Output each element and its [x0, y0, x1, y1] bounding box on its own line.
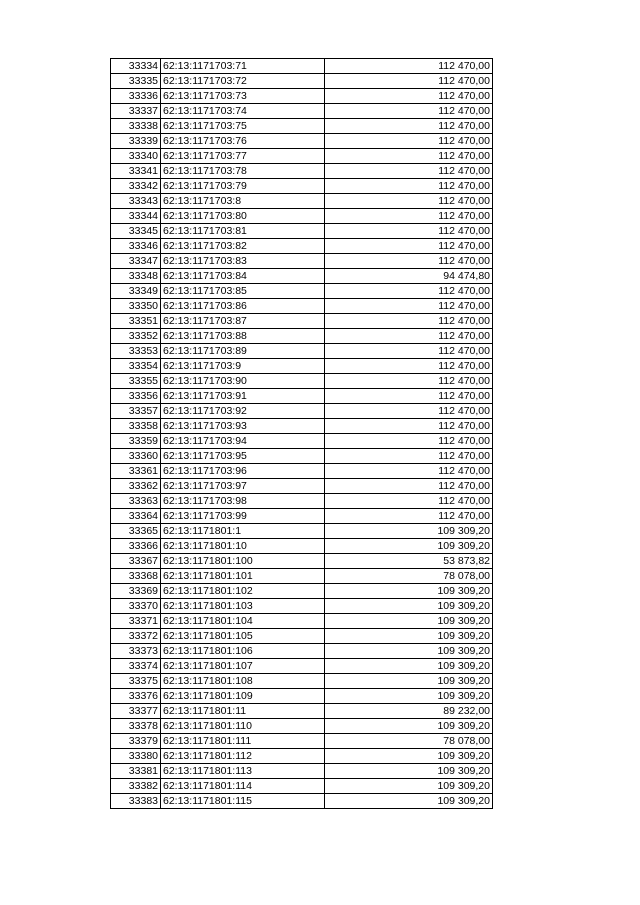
- table-row: [111, 404, 493, 419]
- cadastral-number-cell: 62:13:1171703:80: [161, 209, 325, 224]
- cadastral-number-cell: 62:13:1171801:1: [161, 524, 325, 539]
- cadastral-number-cell: 62:13:1171703:88: [161, 329, 325, 344]
- cadastral-number-cell: 62:13:1171703:82: [161, 239, 325, 254]
- cadastral-number-cell: 62:13:1171703:76: [161, 134, 325, 149]
- row-number-cell: 33383: [111, 794, 161, 809]
- cadastral-number-cell: 62:13:1171703:84: [161, 269, 325, 284]
- row-number-cell: 33334: [111, 59, 161, 74]
- cadastral-number-cell: 62:13:1171703:78: [161, 164, 325, 179]
- table-row: [111, 389, 493, 404]
- table-row: [111, 224, 493, 239]
- cadastral-number-cell: 62:13:1171703:97: [161, 479, 325, 494]
- value-cell: 109 309,20: [325, 689, 493, 704]
- value-cell: 109 309,20: [325, 614, 493, 629]
- value-cell: 112 470,00: [325, 89, 493, 104]
- table-row: [111, 794, 493, 809]
- row-number-cell: 33347: [111, 254, 161, 269]
- table-row: [111, 449, 493, 464]
- value-cell: 112 470,00: [325, 74, 493, 89]
- value-cell: 112 470,00: [325, 179, 493, 194]
- cadastral-number-cell: 62:13:1171703:79: [161, 179, 325, 194]
- cadastral-number-cell: 62:13:1171703:87: [161, 314, 325, 329]
- table-row: [111, 539, 493, 554]
- table-row: [111, 344, 493, 359]
- cadastral-number-cell: 62:13:1171801:10: [161, 539, 325, 554]
- table-row: [111, 749, 493, 764]
- cadastral-number-cell: 62:13:1171801:113: [161, 764, 325, 779]
- cadastral-number-cell: 62:13:1171703:77: [161, 149, 325, 164]
- table-row: [111, 104, 493, 119]
- table-row: [111, 644, 493, 659]
- table-row: [111, 614, 493, 629]
- value-cell: 78 078,00: [325, 569, 493, 584]
- cadastral-number-cell: 62:13:1171703:98: [161, 494, 325, 509]
- table-row: [111, 779, 493, 794]
- table-row: [111, 494, 493, 509]
- data-table: [110, 58, 493, 809]
- row-number-cell: 33335: [111, 74, 161, 89]
- value-cell: 112 470,00: [325, 224, 493, 239]
- cadastral-number-cell: 62:13:1171801:103: [161, 599, 325, 614]
- table-row: [111, 704, 493, 719]
- table-row: [111, 374, 493, 389]
- value-cell: 112 470,00: [325, 494, 493, 509]
- row-number-cell: 33364: [111, 509, 161, 524]
- table-row: [111, 434, 493, 449]
- cadastral-number-cell: 62:13:1171801:101: [161, 569, 325, 584]
- value-cell: 112 470,00: [325, 209, 493, 224]
- value-cell: 109 309,20: [325, 584, 493, 599]
- cadastral-number-cell: 62:13:1171703:89: [161, 344, 325, 359]
- row-number-cell: 33366: [111, 539, 161, 554]
- value-cell: 112 470,00: [325, 194, 493, 209]
- table-row: [111, 134, 493, 149]
- row-number-cell: 33358: [111, 419, 161, 434]
- cadastral-number-cell: 62:13:1171801:115: [161, 794, 325, 809]
- table-row: [111, 314, 493, 329]
- cadastral-number-cell: 62:13:1171801:106: [161, 644, 325, 659]
- row-number-cell: 33344: [111, 209, 161, 224]
- cadastral-number-cell: 62:13:1171703:74: [161, 104, 325, 119]
- row-number-cell: 33350: [111, 299, 161, 314]
- value-cell: 109 309,20: [325, 599, 493, 614]
- cadastral-number-cell: 62:13:1171703:81: [161, 224, 325, 239]
- cadastral-number-cell: 62:13:1171801:100: [161, 554, 325, 569]
- cadastral-number-cell: 62:13:1171801:109: [161, 689, 325, 704]
- value-cell: 112 470,00: [325, 239, 493, 254]
- row-number-cell: 33354: [111, 359, 161, 374]
- table-row: [111, 659, 493, 674]
- row-number-cell: 33357: [111, 404, 161, 419]
- table-row: [111, 209, 493, 224]
- value-cell: 109 309,20: [325, 719, 493, 734]
- value-cell: 112 470,00: [325, 59, 493, 74]
- row-number-cell: 33359: [111, 434, 161, 449]
- cadastral-number-cell: 62:13:1171703:75: [161, 119, 325, 134]
- row-number-cell: 33360: [111, 449, 161, 464]
- row-number-cell: 33362: [111, 479, 161, 494]
- cadastral-number-cell: 62:13:1171703:9: [161, 359, 325, 374]
- value-cell: 112 470,00: [325, 254, 493, 269]
- table-row: [111, 584, 493, 599]
- table-row: [111, 734, 493, 749]
- row-number-cell: 33352: [111, 329, 161, 344]
- value-cell: 112 470,00: [325, 419, 493, 434]
- value-cell: 112 470,00: [325, 344, 493, 359]
- table-row: [111, 464, 493, 479]
- cadastral-number-cell: 62:13:1171801:108: [161, 674, 325, 689]
- value-cell: 53 873,82: [325, 554, 493, 569]
- value-cell: 109 309,20: [325, 764, 493, 779]
- table-row: [111, 269, 493, 284]
- table-row: [111, 59, 493, 74]
- cadastral-number-cell: 62:13:1171801:104: [161, 614, 325, 629]
- row-number-cell: 33337: [111, 104, 161, 119]
- row-number-cell: 33345: [111, 224, 161, 239]
- row-number-cell: 33338: [111, 119, 161, 134]
- row-number-cell: 33339: [111, 134, 161, 149]
- row-number-cell: 33381: [111, 764, 161, 779]
- row-number-cell: 33371: [111, 614, 161, 629]
- value-cell: 112 470,00: [325, 449, 493, 464]
- table-row: [111, 689, 493, 704]
- table-row: [111, 419, 493, 434]
- value-cell: 112 470,00: [325, 329, 493, 344]
- value-cell: 112 470,00: [325, 509, 493, 524]
- cadastral-number-cell: 62:13:1171703:99: [161, 509, 325, 524]
- value-cell: 112 470,00: [325, 164, 493, 179]
- table-row: [111, 719, 493, 734]
- value-cell: 109 309,20: [325, 794, 493, 809]
- value-cell: 112 470,00: [325, 314, 493, 329]
- cadastral-number-cell: 62:13:1171703:96: [161, 464, 325, 479]
- row-number-cell: 33365: [111, 524, 161, 539]
- table-row: [111, 764, 493, 779]
- row-number-cell: 33373: [111, 644, 161, 659]
- value-cell: 89 232,00: [325, 704, 493, 719]
- row-number-cell: 33348: [111, 269, 161, 284]
- value-cell: 112 470,00: [325, 479, 493, 494]
- cadastral-number-cell: 62:13:1171703:90: [161, 374, 325, 389]
- row-number-cell: 33376: [111, 689, 161, 704]
- row-number-cell: 33382: [111, 779, 161, 794]
- value-cell: 109 309,20: [325, 749, 493, 764]
- value-cell: 109 309,20: [325, 674, 493, 689]
- cadastral-number-cell: 62:13:1171801:111: [161, 734, 325, 749]
- table-row: [111, 554, 493, 569]
- table-row: [111, 359, 493, 374]
- table-row: [111, 674, 493, 689]
- table-row: [111, 299, 493, 314]
- table-row: [111, 524, 493, 539]
- row-number-cell: 33367: [111, 554, 161, 569]
- value-cell: 112 470,00: [325, 374, 493, 389]
- row-number-cell: 33369: [111, 584, 161, 599]
- cadastral-number-cell: 62:13:1171703:94: [161, 434, 325, 449]
- table-row: [111, 164, 493, 179]
- table-row: [111, 569, 493, 584]
- row-number-cell: 33372: [111, 629, 161, 644]
- value-cell: 112 470,00: [325, 104, 493, 119]
- cadastral-number-cell: 62:13:1171801:11: [161, 704, 325, 719]
- table-row: [111, 479, 493, 494]
- row-number-cell: 33363: [111, 494, 161, 509]
- table-row: [111, 239, 493, 254]
- cadastral-number-cell: 62:13:1171703:71: [161, 59, 325, 74]
- cadastral-number-cell: 62:13:1171801:107: [161, 659, 325, 674]
- cadastral-number-cell: 62:13:1171801:105: [161, 629, 325, 644]
- value-cell: 109 309,20: [325, 659, 493, 674]
- table-row: [111, 194, 493, 209]
- row-number-cell: 33351: [111, 314, 161, 329]
- table-row: [111, 329, 493, 344]
- table-row: [111, 119, 493, 134]
- row-number-cell: 33336: [111, 89, 161, 104]
- row-number-cell: 33370: [111, 599, 161, 614]
- table-row: [111, 599, 493, 614]
- table-row: [111, 629, 493, 644]
- row-number-cell: 33368: [111, 569, 161, 584]
- value-cell: 112 470,00: [325, 359, 493, 374]
- value-cell: 109 309,20: [325, 629, 493, 644]
- value-cell: 112 470,00: [325, 299, 493, 314]
- value-cell: 109 309,20: [325, 779, 493, 794]
- value-cell: 112 470,00: [325, 389, 493, 404]
- cadastral-number-cell: 62:13:1171703:83: [161, 254, 325, 269]
- table-row: [111, 254, 493, 269]
- value-cell: 94 474,80: [325, 269, 493, 284]
- table-row: [111, 89, 493, 104]
- row-number-cell: 33355: [111, 374, 161, 389]
- table-row: [111, 509, 493, 524]
- value-cell: 112 470,00: [325, 404, 493, 419]
- cadastral-number-cell: 62:13:1171703:86: [161, 299, 325, 314]
- row-number-cell: 33340: [111, 149, 161, 164]
- cadastral-number-cell: 62:13:1171703:85: [161, 284, 325, 299]
- cadastral-number-cell: 62:13:1171703:93: [161, 419, 325, 434]
- table-row: [111, 74, 493, 89]
- table-row: [111, 149, 493, 164]
- value-cell: 112 470,00: [325, 119, 493, 134]
- cadastral-number-cell: 62:13:1171703:95: [161, 449, 325, 464]
- cadastral-number-cell: 62:13:1171801:112: [161, 749, 325, 764]
- cadastral-number-cell: 62:13:1171703:92: [161, 404, 325, 419]
- row-number-cell: 33379: [111, 734, 161, 749]
- cadastral-number-cell: 62:13:1171703:73: [161, 89, 325, 104]
- row-number-cell: 33374: [111, 659, 161, 674]
- value-cell: 109 309,20: [325, 539, 493, 554]
- value-cell: 112 470,00: [325, 284, 493, 299]
- cadastral-number-cell: 62:13:1171703:72: [161, 74, 325, 89]
- row-number-cell: 33378: [111, 719, 161, 734]
- table-body: [111, 59, 493, 809]
- value-cell: 112 470,00: [325, 434, 493, 449]
- value-cell: 109 309,20: [325, 644, 493, 659]
- cadastral-number-cell: 62:13:1171801:102: [161, 584, 325, 599]
- row-number-cell: 33356: [111, 389, 161, 404]
- value-cell: 78 078,00: [325, 734, 493, 749]
- row-number-cell: 33377: [111, 704, 161, 719]
- row-number-cell: 33361: [111, 464, 161, 479]
- table-row: [111, 284, 493, 299]
- row-number-cell: 33341: [111, 164, 161, 179]
- row-number-cell: 33375: [111, 674, 161, 689]
- value-cell: 109 309,20: [325, 524, 493, 539]
- table-row: [111, 179, 493, 194]
- row-number-cell: 33343: [111, 194, 161, 209]
- value-cell: 112 470,00: [325, 464, 493, 479]
- value-cell: 112 470,00: [325, 149, 493, 164]
- cadastral-number-cell: 62:13:1171801:114: [161, 779, 325, 794]
- row-number-cell: 33346: [111, 239, 161, 254]
- cadastral-number-cell: 62:13:1171703:91: [161, 389, 325, 404]
- row-number-cell: 33380: [111, 749, 161, 764]
- value-cell: 112 470,00: [325, 134, 493, 149]
- row-number-cell: 33342: [111, 179, 161, 194]
- row-number-cell: 33349: [111, 284, 161, 299]
- cadastral-number-cell: 62:13:1171801:110: [161, 719, 325, 734]
- row-number-cell: 33353: [111, 344, 161, 359]
- cadastral-number-cell: 62:13:1171703:8: [161, 194, 325, 209]
